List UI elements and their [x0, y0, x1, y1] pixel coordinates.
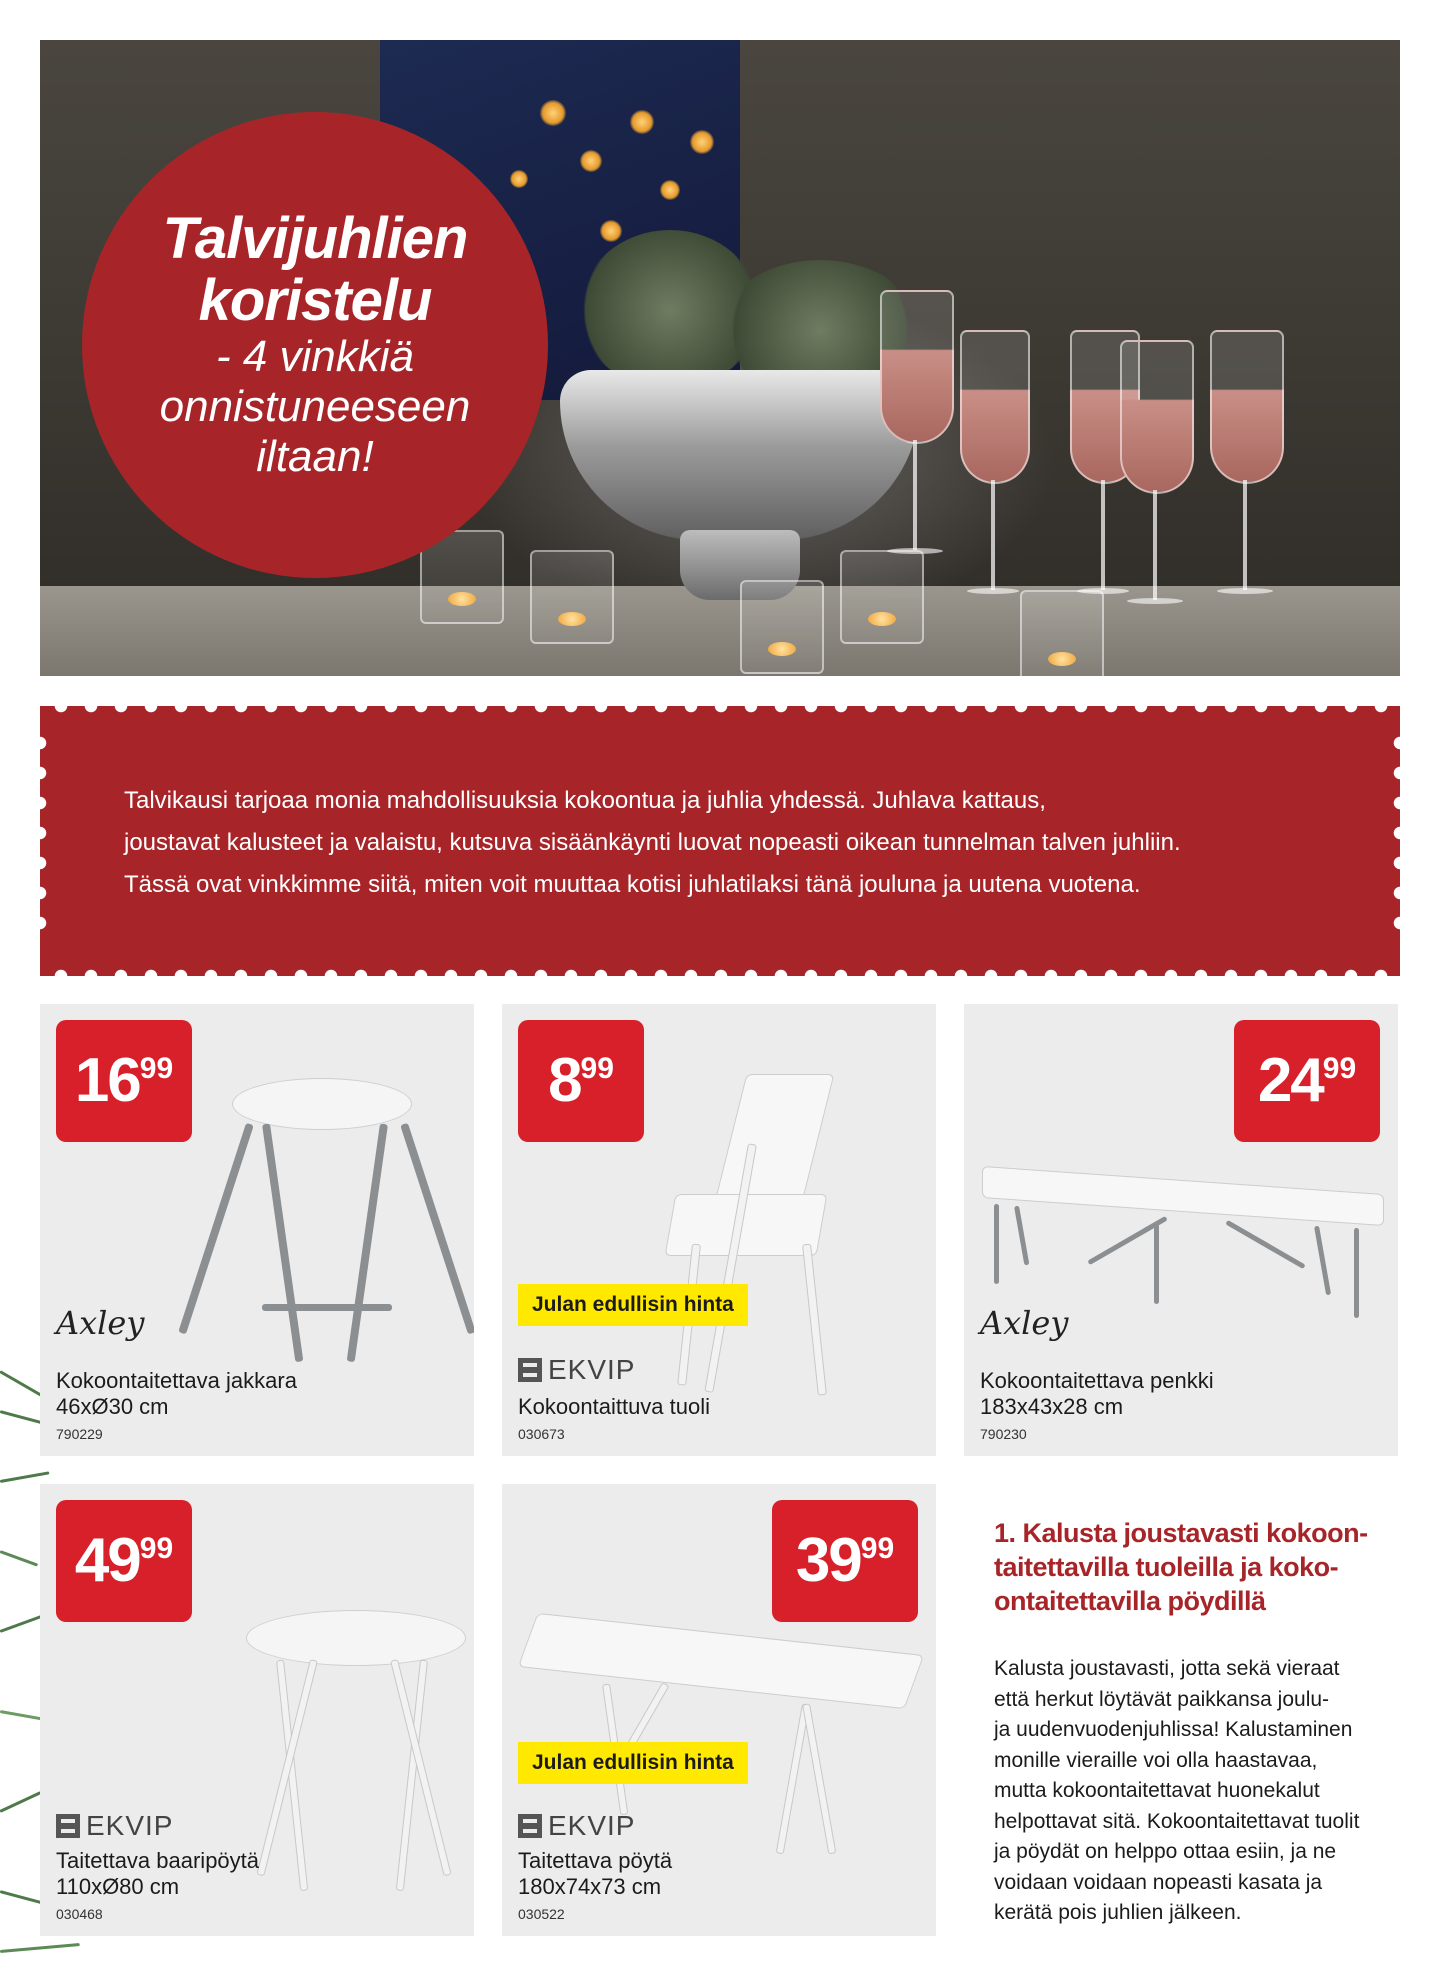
price-integer: 24	[1257, 1046, 1323, 1115]
tip-body	[994, 1654, 1364, 1929]
product-size: 183x43x28 cm	[980, 1394, 1124, 1419]
champagne-glass	[1120, 340, 1190, 610]
ekvip-logo-icon	[56, 1814, 80, 1838]
bokeh-light	[690, 130, 714, 154]
hero-title-line2: koristelu	[198, 268, 432, 333]
intro-line1: Talvikausi tarjoaa monia mahdollisuuksia kokoontua ja juhlia yhdessä. Juhlava kattaus,	[124, 787, 1046, 814]
price-tag	[56, 1500, 192, 1622]
price-cents: 99	[139, 1532, 174, 1565]
tip-body-line: voidaan voidaan nopeasti kasata ja	[994, 1870, 1323, 1894]
tip-body-line: ja pöydät on helppo ottaa esiin, ja ne	[994, 1840, 1337, 1863]
candle-holder	[1020, 590, 1104, 676]
lowest-price-badge: Julan edullisin hinta	[518, 1742, 748, 1784]
price-tag	[772, 1500, 918, 1622]
brand-logo-ekvip	[518, 1354, 635, 1386]
bokeh-light	[630, 110, 654, 134]
hero-subtitle-line1: - 4 vinkkiä	[215, 332, 415, 381]
bokeh-light	[600, 220, 622, 242]
product-card-chair[interactable]	[502, 1004, 936, 1456]
lowest-price-badge: Julan edullisin hinta	[518, 1284, 748, 1326]
product-code: 030673	[518, 1426, 565, 1442]
product-card-bar-table[interactable]	[40, 1484, 474, 1936]
price-cents: 99	[860, 1532, 895, 1565]
intro-line2: joustavat kalusteet ja valaistu, kutsuva sisäänkäynti luovat nopeasti oikean tunnelman talven juhliin.	[124, 829, 1181, 856]
hero-title-line1: Talvijuhlien	[162, 206, 468, 271]
tip-body-line: että herkut löytävät paikkansa joulu-	[994, 1687, 1330, 1711]
price-cents: 99	[580, 1052, 614, 1085]
price-tag	[56, 1020, 192, 1142]
candle-holder	[530, 550, 614, 644]
product-name: Kokoontaitettava jakkara	[56, 1368, 297, 1393]
tip-heading-line3: ontaitettavilla pöydillä	[994, 1586, 1266, 1616]
product-code: 030522	[518, 1906, 565, 1922]
hero-bowl	[560, 370, 920, 540]
intro-line3: Tässä ovat vinkkimme siitä, miten voit muuttaa kotisi juhlatilaksi tänä jouluna ja uutena vuotena.	[124, 871, 1141, 898]
product-code: 030468	[56, 1906, 103, 1922]
tip-heading	[994, 1516, 1374, 1618]
brand-logo-ekvip	[56, 1810, 173, 1842]
product-name: Kokoontaitettava penkki	[980, 1368, 1214, 1393]
tip-body-line: ja uudenvuodenjuhlissa! Kalustaminen	[994, 1718, 1353, 1741]
hero-image	[40, 40, 1400, 676]
hero-subtitle-line2: onnistuneeseen	[159, 382, 471, 431]
brand-logo-ekvip	[518, 1810, 635, 1842]
brand-name: EKVIP	[548, 1354, 636, 1385]
intro-banner	[40, 706, 1400, 976]
stamp-edge-bottom	[40, 969, 1400, 983]
intro-text	[124, 780, 1324, 906]
bokeh-light	[580, 150, 602, 172]
tip-body-line: monille vieraille voi olla haastavaa,	[994, 1748, 1318, 1772]
brand-logo-axley: Axley	[56, 1304, 145, 1342]
product-size: 180x74x73 cm	[518, 1874, 662, 1899]
champagne-glass	[880, 290, 950, 560]
tip-body-line: Kalusta joustavasti, jotta sekä vieraat	[994, 1657, 1340, 1680]
product-card-stool[interactable]	[40, 1004, 474, 1456]
champagne-glass	[960, 330, 1026, 600]
product-name: Taitettava pöytä	[518, 1848, 673, 1873]
bokeh-light	[660, 180, 680, 200]
candle-holder	[740, 580, 824, 674]
product-card-bench[interactable]	[964, 1004, 1398, 1456]
brand-name: EKVIP	[86, 1810, 174, 1841]
price-tag	[518, 1020, 644, 1142]
price-integer: 8	[548, 1046, 581, 1115]
price-integer: 16	[74, 1046, 140, 1115]
tip-heading-line2: taitettavilla tuoleilla ja koko-	[994, 1552, 1339, 1582]
tip-body-line: kerätä pois juhlien jälkeen.	[994, 1901, 1242, 1924]
hero-subtitle-line3: iltaan!	[256, 432, 374, 481]
product-size: 46xØ30 cm	[56, 1394, 169, 1419]
champagne-glass	[1210, 330, 1280, 600]
product-code: 790230	[980, 1426, 1027, 1442]
stamp-edge-left	[33, 736, 47, 946]
price-tag	[1234, 1020, 1380, 1142]
bokeh-light	[510, 170, 528, 188]
product-code: 790229	[56, 1426, 103, 1442]
product-card-folding-table[interactable]	[502, 1484, 936, 1936]
price-cents: 99	[139, 1052, 174, 1085]
tip-body-line: mutta kokoontaitettavat huonekalut	[994, 1779, 1320, 1802]
price-cents: 99	[1322, 1052, 1357, 1085]
tip-body-line: helpottavat sitä. Kokoontaitettavat tuolit	[994, 1809, 1360, 1833]
hero-title-badge	[82, 112, 548, 578]
brand-name: EKVIP	[548, 1810, 636, 1841]
ekvip-logo-icon	[518, 1814, 542, 1838]
price-integer: 39	[795, 1526, 861, 1595]
ekvip-logo-icon	[518, 1358, 542, 1382]
stamp-edge-top	[40, 699, 1400, 713]
product-name: Taitettava baaripöytä	[56, 1848, 260, 1873]
bokeh-light	[540, 100, 566, 126]
product-name: Kokoontaittuva tuoli	[518, 1394, 711, 1419]
brand-logo-axley: Axley	[980, 1304, 1069, 1342]
stamp-edge-right	[1393, 736, 1407, 946]
tip-heading-line1: 1. Kalusta joustavasti kokoon-	[994, 1518, 1368, 1548]
price-integer: 49	[74, 1526, 140, 1595]
candle-holder	[840, 550, 924, 644]
product-size: 110xØ80 cm	[56, 1874, 180, 1899]
